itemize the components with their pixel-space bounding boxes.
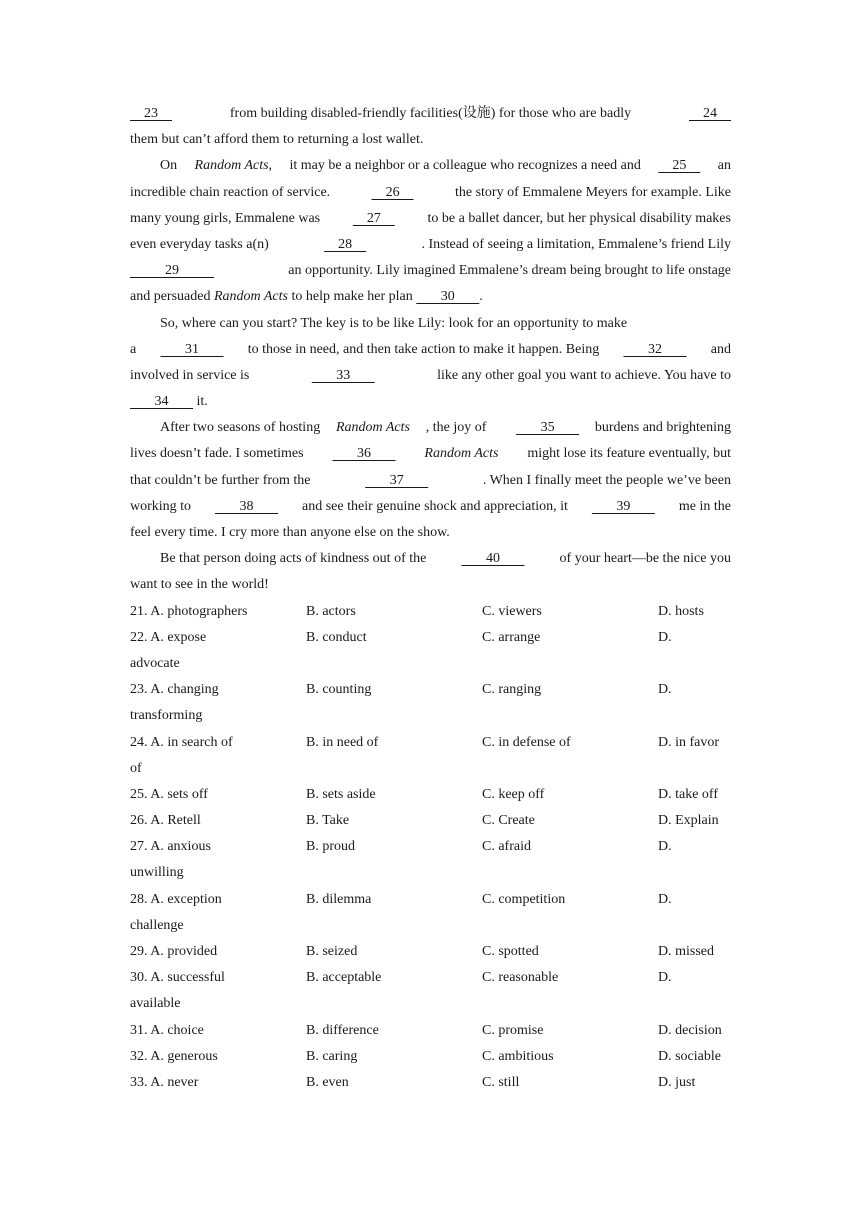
passage-line xyxy=(130,520,731,546)
passage-line xyxy=(130,572,731,598)
text-run: incredible chain reaction of service. xyxy=(130,184,331,200)
option-b: B. dilemma xyxy=(306,891,372,907)
option-c: C. competition xyxy=(482,891,566,907)
option-a: 33. A. never xyxy=(130,1074,199,1090)
option-c: C. in defense of xyxy=(482,734,571,750)
text-run: burdens and brightening xyxy=(594,420,731,436)
text-run: . When I finally meet the people we’ve been xyxy=(482,472,731,488)
show-title: Random Acts xyxy=(335,420,410,436)
text-run: to be a ballet dancer, but her physical disability makes xyxy=(427,210,731,226)
passage-line xyxy=(130,468,731,494)
text-run: an opportunity. Lily imagined Emmalene’s dream being brought to life onstage xyxy=(288,263,731,279)
text-run: the story of Emmalene Meyers for example. Like xyxy=(454,184,731,200)
blank-36: 36 xyxy=(332,446,396,462)
text-run: . xyxy=(479,289,483,305)
text-run: So, where can you start? The key is to be like Lily: look for an opportunity to make xyxy=(160,315,628,331)
option-row-27 xyxy=(130,834,731,860)
option-wrap-line xyxy=(130,756,731,782)
text-run: like any other goal you want to achieve. You have to xyxy=(437,367,731,383)
text-run: that couldn’t be further from the xyxy=(130,472,311,488)
option-d: D. xyxy=(658,682,672,698)
option-row-21 xyxy=(130,599,731,625)
option-c: C. viewers xyxy=(482,603,542,619)
paragraph-start-line xyxy=(130,415,731,441)
text-run: , the joy of xyxy=(425,420,501,436)
text-run: Be that person doing acts of kindness out of the xyxy=(160,551,427,567)
text-run: many young girls, Emmalene was xyxy=(130,210,321,226)
option-c: C. spotted xyxy=(482,944,539,959)
text-run: working to xyxy=(130,498,192,514)
option-wrap-line xyxy=(130,991,731,1017)
option-a: 21. A. photographers xyxy=(130,603,248,619)
option-a: 25. A. sets off xyxy=(130,786,208,802)
blank-27: 27 xyxy=(352,210,395,226)
passage-line xyxy=(130,258,731,284)
option-b: B. acceptable xyxy=(306,970,382,986)
text-run: lives doesn’t fade. I sometimes xyxy=(130,446,304,462)
text-run: a xyxy=(130,341,137,357)
option-b: B. caring xyxy=(306,1048,358,1064)
text-run: to help make her plan xyxy=(287,289,417,305)
option-a: 23. A. changing xyxy=(130,682,219,698)
option-row-24 xyxy=(130,730,731,756)
option-a: 28. A. exception xyxy=(130,891,222,907)
option-d: D. xyxy=(658,839,672,855)
option-d: D. xyxy=(658,629,672,645)
option-d: D. Explain xyxy=(658,813,719,829)
passage-line xyxy=(130,180,731,206)
option-d: D. take off xyxy=(658,786,718,802)
text-run: it may be a neighbor or a colleague who recognizes a need and xyxy=(289,158,641,174)
cloze-passage xyxy=(130,101,731,599)
show-title: Random Acts, xyxy=(194,158,273,174)
answer-options xyxy=(130,599,731,1097)
option-a: 31. A. choice xyxy=(130,1022,204,1038)
option-row-31 xyxy=(130,1018,731,1044)
blank-40: 40 xyxy=(461,551,525,567)
option-d: D. xyxy=(658,891,672,907)
text-run: After two seasons of hosting xyxy=(160,420,321,436)
text-run: might lose its feature eventually, but xyxy=(527,446,731,462)
option-row-29 xyxy=(130,939,731,965)
option-d-wrap: available xyxy=(130,996,181,1012)
option-d: D. sociable xyxy=(658,1048,721,1064)
text-run: and xyxy=(710,341,731,357)
option-c: C. ambitious xyxy=(482,1048,554,1064)
blank-31: 31 xyxy=(160,341,224,357)
option-row-22 xyxy=(130,625,731,651)
option-c: C. still xyxy=(482,1074,520,1090)
option-a: 22. A. expose xyxy=(130,629,207,645)
option-c: C. promise xyxy=(482,1022,544,1038)
blank-37: 37 xyxy=(365,472,429,488)
option-b: B. Take xyxy=(306,813,350,829)
option-c: C. ranging xyxy=(482,682,542,698)
option-a: 30. A. successful xyxy=(130,970,225,986)
text-run: On xyxy=(160,158,178,174)
option-a: 24. A. in search of xyxy=(130,734,233,750)
passage-line xyxy=(130,337,731,363)
blank-29: 29 xyxy=(130,263,214,279)
option-d-wrap: unwilling xyxy=(130,865,184,881)
option-d-wrap: advocate xyxy=(130,655,180,671)
option-a: 29. A. provided xyxy=(130,944,218,959)
option-b: B. proud xyxy=(306,839,355,855)
option-d-wrap: of xyxy=(130,760,142,776)
paragraph-start-line xyxy=(130,153,731,179)
passage-line xyxy=(130,389,731,415)
option-wrap-line xyxy=(130,913,731,939)
option-row-28 xyxy=(130,887,731,913)
option-row-33 xyxy=(130,1070,731,1096)
show-title: Random Acts xyxy=(213,289,288,305)
blank-28: 28 xyxy=(324,236,367,252)
blank-26: 26 xyxy=(371,184,414,200)
blank-33: 33 xyxy=(311,367,375,383)
option-b: B. sets aside xyxy=(306,786,376,802)
show-title: Random Acts xyxy=(424,446,499,462)
text-run: from building disabled-friendly facilities(设施) for those who are badly xyxy=(229,106,632,121)
exam-page xyxy=(130,101,731,1096)
blank-39: 39 xyxy=(591,498,655,514)
text-run: and persuaded xyxy=(130,289,214,305)
blank-24: 24 xyxy=(688,106,731,121)
passage-line xyxy=(130,363,731,389)
text-run: an xyxy=(717,158,731,174)
option-d-wrap: challenge xyxy=(130,917,184,933)
blank-32: 32 xyxy=(623,341,687,357)
option-b: B. in need of xyxy=(306,734,379,750)
text-run: it. xyxy=(193,394,208,410)
option-row-32 xyxy=(130,1044,731,1070)
passage-line xyxy=(130,232,731,258)
option-d: D. in favor xyxy=(658,734,720,750)
option-b: B. actors xyxy=(306,603,356,619)
option-c: C. arrange xyxy=(482,629,541,645)
option-d: D. xyxy=(658,970,672,986)
option-row-25 xyxy=(130,782,731,808)
option-row-26 xyxy=(130,808,731,834)
text-run: even everyday tasks a(n) xyxy=(130,236,269,252)
text-run: to those in need, and then take action to make it happen. Being xyxy=(247,341,600,357)
option-d: D. hosts xyxy=(658,603,704,619)
passage-line xyxy=(130,206,731,232)
option-wrap-line xyxy=(130,651,731,677)
option-d-wrap: transforming xyxy=(130,708,203,724)
passage-line xyxy=(130,441,731,467)
text-run: me in the xyxy=(678,498,731,514)
blank-23: 23 xyxy=(130,106,172,121)
option-c: C. afraid xyxy=(482,839,531,855)
option-a: 26. A. Retell xyxy=(130,813,201,829)
option-b: B. difference xyxy=(306,1022,379,1038)
option-b: B. counting xyxy=(306,682,372,698)
option-d: D. missed xyxy=(658,944,714,959)
option-b: B. seized xyxy=(306,944,358,959)
blank-35: 35 xyxy=(516,420,580,436)
option-c: C. Create xyxy=(482,813,535,829)
option-b: B. even xyxy=(306,1074,349,1090)
option-b: B. conduct xyxy=(306,629,367,645)
option-wrap-line xyxy=(130,703,731,729)
paragraph-start-line xyxy=(130,546,731,572)
text-run: of your heart—be the nice you xyxy=(559,551,731,567)
text-run: involved in service is xyxy=(130,367,250,383)
option-row-23 xyxy=(130,677,731,703)
passage-line xyxy=(130,127,731,153)
passage-line xyxy=(130,284,731,310)
option-row-30 xyxy=(130,965,731,991)
option-a: 27. A. anxious xyxy=(130,839,211,855)
text-run: them but can’t afford them to returning a lost wallet. xyxy=(130,132,424,148)
passage-line xyxy=(130,494,731,520)
blank-25: 25 xyxy=(658,158,701,174)
option-d: D. decision xyxy=(658,1022,722,1038)
text-run: want to see in the world! xyxy=(130,577,269,593)
text-run: feel every time. I cry more than anyone else on the show. xyxy=(130,525,450,540)
blank-34: 34 xyxy=(130,394,193,410)
option-a: 32. A. generous xyxy=(130,1048,218,1064)
option-d: D. just xyxy=(658,1074,696,1090)
blank-38: 38 xyxy=(215,498,279,514)
text-run: . Instead of seeing a limitation, Emmalene’s friend Lily xyxy=(421,236,731,252)
paragraph-start-line xyxy=(130,311,731,337)
option-wrap-line xyxy=(130,860,731,886)
option-c: C. keep off xyxy=(482,786,545,802)
text-run: and see their genuine shock and appreciation, it xyxy=(302,498,568,514)
option-c: C. reasonable xyxy=(482,970,559,986)
passage-line xyxy=(130,101,731,127)
blank-30: 30 xyxy=(416,289,480,305)
